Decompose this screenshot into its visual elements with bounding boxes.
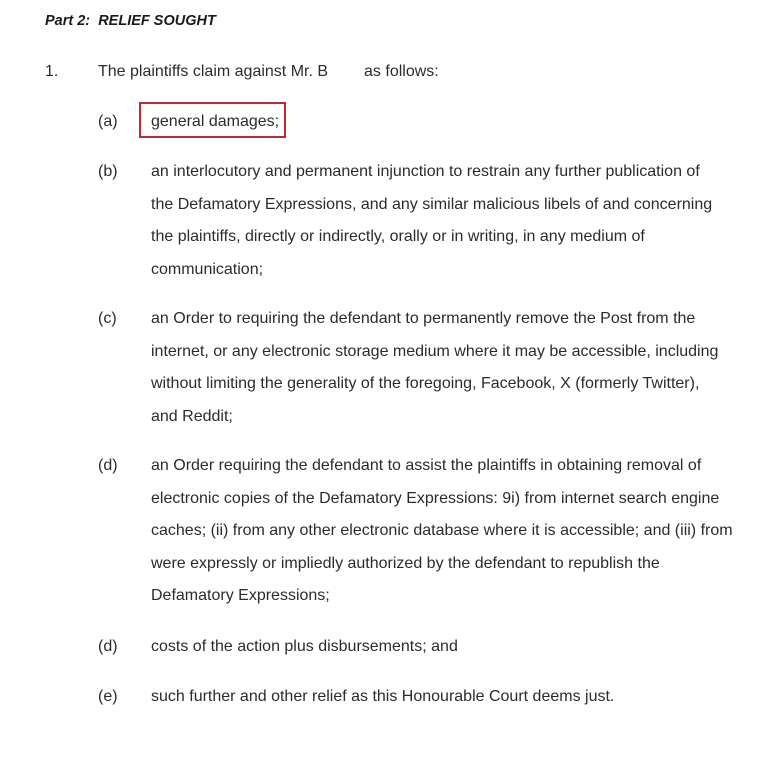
part-label: Part 2: [45,13,91,29]
item-line: communication; [151,260,264,278]
part-heading [45,13,216,29]
paragraph-lead [98,59,439,85]
item-line: costs of the action plus disbursements; and [151,638,458,655]
item-line: the plaintiffs, directly or indirectly, orally or in writing, in any medium of [151,228,645,245]
item-line: and Reddit; [151,407,233,425]
item-letter-d-costs: (d) [98,638,118,655]
highlight-box [139,102,286,138]
item-line: caches; (ii) from any other electronic database where it is accessible; and (iii) from [151,522,733,539]
item-letter-b: (b) [98,163,118,180]
item-text-b [151,156,751,286]
item-letter-e: (e) [98,688,118,705]
part-title: RELIEF SOUGHT [98,13,216,29]
item-line: an Order to requiring the defendant to permanently remove the Post from the [151,310,696,327]
item-letter-d: (d) [98,457,118,474]
item-line: an interlocutory and permanent injunction to restrain any further publication of [151,163,700,180]
item-text-e [151,681,751,714]
paragraph-number: 1. [45,63,59,80]
lead-text-before: The plaintiffs claim against Mr. B [98,63,329,80]
item-text-d [151,450,751,613]
item-line: electronic copies of the Defamatory Expressions: 9i) from internet search engine [151,489,720,507]
item-line: internet, or any electronic storage medium where it may be accessible, including [151,342,719,360]
item-line: an Order requiring the defendant to assist the plaintiffs in obtaining removal of [151,457,702,474]
item-text-c [151,303,751,433]
item-line: general damages; [151,113,280,130]
item-line: Defamatory Expressions; [151,587,330,604]
item-line: such further and other relief as this Honourable Court deems just. [151,688,615,705]
item-line: without limiting the generality of the foregoing, Facebook, X (formerly Twitter), [151,375,700,392]
item-letter-a: (a) [98,113,118,130]
item-text-d-costs [151,631,751,664]
lead-text-after: as follows: [364,63,439,80]
item-line: the Defamatory Expressions, and any similar malicious libels of and concerning [151,195,713,213]
item-letter-c: (c) [98,310,117,327]
item-line: were expressly or impliedly authorized by the defendant to republish the [151,554,660,572]
